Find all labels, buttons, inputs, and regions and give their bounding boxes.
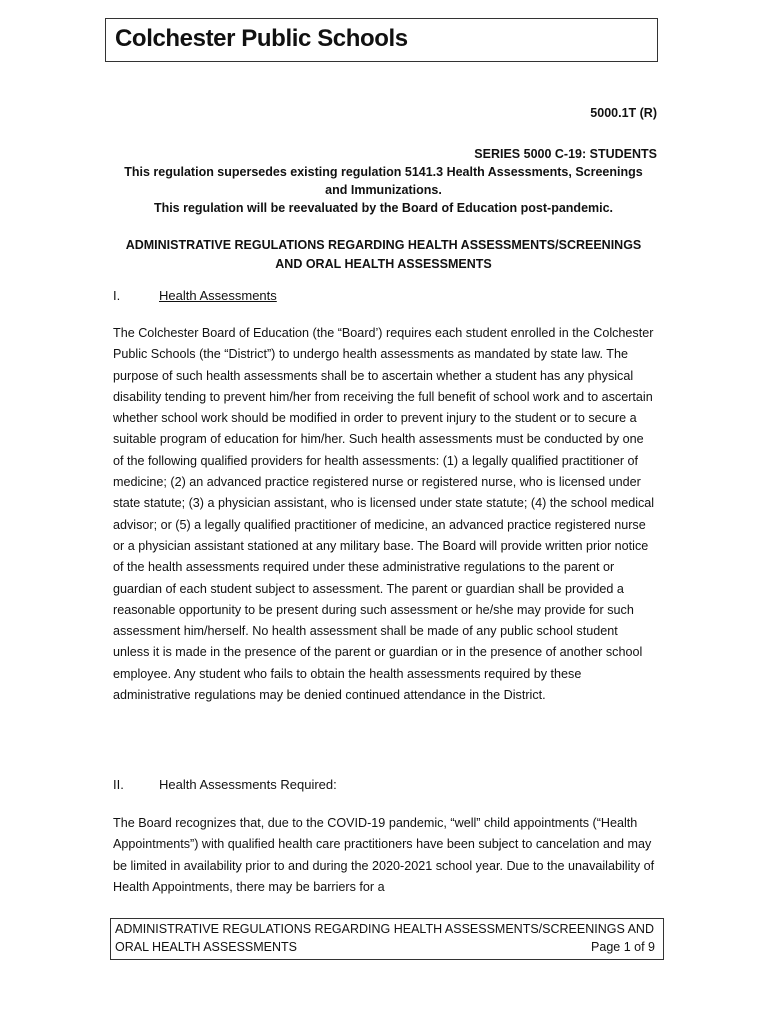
policy-code: 5000.1T (R): [590, 106, 657, 120]
reevaluation-note: This regulation will be reevaluated by the Board of Education post-pandemic.: [153, 201, 614, 215]
section-2-paragraph: The Board recognizes that, due to the COVID-19 pandemic, “well” child appointments (“Health Appointments”) with qualified health care practitioners have been subject to cancelation and may be limited in availability prior to and during the 2020-2021 school year. Due to the unavailability of Health Appointments, there may be barriers for a: [113, 816, 655, 894]
page-footer: [110, 918, 664, 960]
document-title: [110, 236, 657, 274]
section-1-heading: [113, 288, 277, 303]
section-1-number: I.: [113, 288, 121, 303]
series-block: [110, 145, 657, 217]
section-2-number: II.: [113, 777, 124, 792]
supersedes-line-cont: and Immunizations.: [325, 183, 442, 197]
section-1-title: Health Assessments: [159, 288, 277, 303]
document-title-line2: AND ORAL HEALTH ASSESSMENTS: [275, 257, 492, 271]
section-2-title: Health Assessments Required:: [159, 777, 337, 792]
footer-title-line1: ADMINISTRATIVE REGULATIONS REGARDING HEALTH ASSESSMENTS/SCREENINGS AND: [115, 922, 654, 936]
series-label: SERIES 5000 C-19: STUDENTS: [474, 147, 657, 161]
supersedes-line: This regulation supersedes existing regulation 5141.3 Health Assessments, Screenings: [124, 165, 643, 179]
section-2-heading: [113, 777, 337, 792]
page-title: Colchester Public Schools: [115, 25, 408, 52]
page-number: Page 1 of 9: [591, 940, 655, 954]
footer-title-line2: ORAL HEALTH ASSESSMENTS: [115, 940, 297, 954]
document-title-line1: ADMINISTRATIVE REGULATIONS REGARDING HEALTH ASSESSMENTS/SCREENINGS: [125, 238, 642, 252]
header-box: [105, 18, 658, 62]
section-1-paragraph: The Colchester Board of Education (the “Board’) requires each student enrolled in the Colchester Public Schools (the “District”) to undergo health assessments as mandated by state law. The purpose of such health assessments shall be to ascertain whether a student has any physical disability tending to prevent him/her from receiving the full benefit of school work and to ascertain whether school work should be modified in order to prevent injury to the student or to secure a suitable program of education for him/her. Such health assessments must be conducted by one of the following qualified providers for health assessments: (1) a legally qualified practitioner of medicine; (2) an advanced practice registered nurse or registered nurse, who is licensed under state statute; (3) a physician assistant, who is licensed under state statute; (4) the school medical advisor; or (5) a legally qualified practitioner of medicine, an advanced practice registered nurse or a physician assistant stationed at any military base. The Board will provide written prior notice of the health assessments required under these administrative regulations to the parent or guardian of each student subject to assessment. The parent or guardian shall be provided a reasonable opportunity to be present during such assessment or he/she may provide for such assessment him/herself. No health assessment shall be made of any public school student unless it is made in the presence of the parent or guardian or in the presence of another school employee. Any student who fails to obtain the health assessments required by these administrative regulations may be denied continued attendance in the District.: [113, 326, 655, 703]
